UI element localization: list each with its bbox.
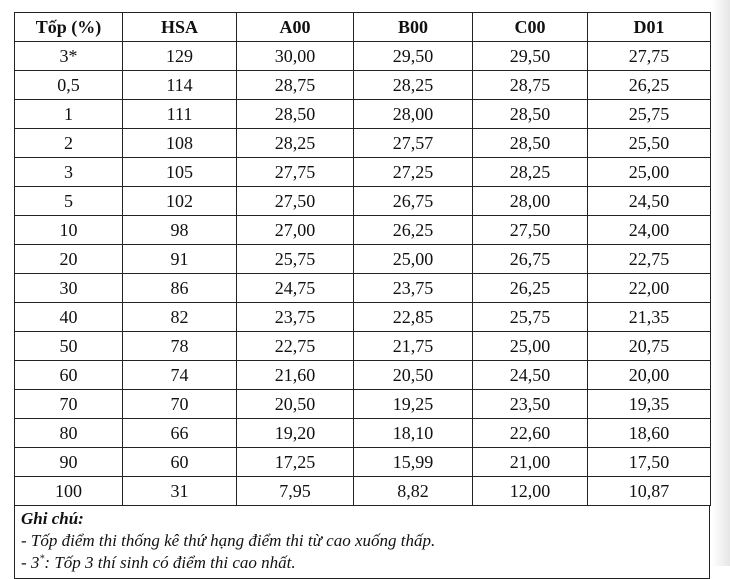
cell-b00: 26,75 xyxy=(354,187,473,216)
cell-a00: 21,60 xyxy=(237,361,354,390)
cell-a00: 27,00 xyxy=(237,216,354,245)
cell-b00: 25,00 xyxy=(354,245,473,274)
header-c00: C00 xyxy=(473,13,588,42)
cell-hsa: 102 xyxy=(123,187,237,216)
table-row xyxy=(15,216,711,245)
header-row xyxy=(15,13,711,42)
cell-d01: 25,50 xyxy=(588,129,711,158)
cell-d01: 10,87 xyxy=(588,477,711,506)
cell-c00: 23,50 xyxy=(473,390,588,419)
cell-d01: 22,00 xyxy=(588,274,711,303)
cell-a00: 24,75 xyxy=(237,274,354,303)
cell-d01: 20,00 xyxy=(588,361,711,390)
cell-hsa: 74 xyxy=(123,361,237,390)
cell-c00: 27,50 xyxy=(473,216,588,245)
cell-a00: 20,50 xyxy=(237,390,354,419)
cell-top: 20 xyxy=(15,245,123,274)
cell-b00: 22,85 xyxy=(354,303,473,332)
cell-b00: 18,10 xyxy=(354,419,473,448)
cell-c00: 28,50 xyxy=(473,129,588,158)
table-row xyxy=(15,100,711,129)
cell-c00: 25,00 xyxy=(473,332,588,361)
cell-hsa: 66 xyxy=(123,419,237,448)
table-row xyxy=(15,71,711,100)
notes-line-2-prefix: - 3 xyxy=(21,553,40,572)
cell-b00: 21,75 xyxy=(354,332,473,361)
cell-c00: 28,75 xyxy=(473,71,588,100)
cell-d01: 26,25 xyxy=(588,71,711,100)
cell-top: 2 xyxy=(15,129,123,158)
cell-b00: 27,25 xyxy=(354,158,473,187)
cell-hsa: 31 xyxy=(123,477,237,506)
cell-top: 5 xyxy=(15,187,123,216)
cell-d01: 17,50 xyxy=(588,448,711,477)
cell-b00: 27,57 xyxy=(354,129,473,158)
cell-top: 100 xyxy=(15,477,123,506)
cell-c00: 22,60 xyxy=(473,419,588,448)
cell-c00: 26,25 xyxy=(473,274,588,303)
cell-top: 1 xyxy=(15,100,123,129)
table-row xyxy=(15,245,711,274)
table-row xyxy=(15,158,711,187)
cell-hsa: 114 xyxy=(123,71,237,100)
cell-a00: 28,50 xyxy=(237,100,354,129)
cell-b00: 23,75 xyxy=(354,274,473,303)
score-table xyxy=(14,12,711,506)
cell-a00: 25,75 xyxy=(237,245,354,274)
cell-c00: 28,25 xyxy=(473,158,588,187)
table-row xyxy=(15,419,711,448)
table-row xyxy=(15,187,711,216)
cell-a00: 23,75 xyxy=(237,303,354,332)
cell-c00: 21,00 xyxy=(473,448,588,477)
cell-c00: 25,75 xyxy=(473,303,588,332)
cell-b00: 15,99 xyxy=(354,448,473,477)
cell-d01: 27,75 xyxy=(588,42,711,71)
cell-hsa: 82 xyxy=(123,303,237,332)
cell-a00: 22,75 xyxy=(237,332,354,361)
cell-c00: 12,00 xyxy=(473,477,588,506)
cell-c00: 29,50 xyxy=(473,42,588,71)
cell-hsa: 129 xyxy=(123,42,237,71)
cell-a00: 7,95 xyxy=(237,477,354,506)
cell-b00: 29,50 xyxy=(354,42,473,71)
cell-b00: 28,25 xyxy=(354,71,473,100)
cell-top: 3 xyxy=(15,158,123,187)
cell-d01: 18,60 xyxy=(588,419,711,448)
cell-a00: 17,25 xyxy=(237,448,354,477)
cell-hsa: 111 xyxy=(123,100,237,129)
cell-d01: 19,35 xyxy=(588,390,711,419)
cell-top: 10 xyxy=(15,216,123,245)
cell-a00: 28,75 xyxy=(237,71,354,100)
cell-top: 30 xyxy=(15,274,123,303)
header-b00: B00 xyxy=(354,13,473,42)
cell-hsa: 108 xyxy=(123,129,237,158)
cell-hsa: 98 xyxy=(123,216,237,245)
notes-line-2 xyxy=(21,552,703,574)
cell-c00: 24,50 xyxy=(473,361,588,390)
cell-hsa: 91 xyxy=(123,245,237,274)
page-edge-shadow xyxy=(712,0,730,566)
cell-top: 3* xyxy=(15,42,123,71)
cell-d01: 24,50 xyxy=(588,187,711,216)
cell-hsa: 86 xyxy=(123,274,237,303)
cell-b00: 20,50 xyxy=(354,361,473,390)
cell-d01: 25,75 xyxy=(588,100,711,129)
cell-top: 80 xyxy=(15,419,123,448)
cell-c00: 28,00 xyxy=(473,187,588,216)
cell-hsa: 60 xyxy=(123,448,237,477)
cell-b00: 28,00 xyxy=(354,100,473,129)
cell-d01: 25,00 xyxy=(588,158,711,187)
header-hsa: HSA xyxy=(123,13,237,42)
table-body xyxy=(15,42,711,506)
table-row xyxy=(15,332,711,361)
table-row xyxy=(15,274,711,303)
cell-top: 70 xyxy=(15,390,123,419)
cell-c00: 28,50 xyxy=(473,100,588,129)
table-row xyxy=(15,42,711,71)
header-a00: A00 xyxy=(237,13,354,42)
table-row xyxy=(15,477,711,506)
score-table-container xyxy=(14,12,710,579)
cell-d01: 21,35 xyxy=(588,303,711,332)
table-row xyxy=(15,303,711,332)
cell-b00: 8,82 xyxy=(354,477,473,506)
notes-line-1: - Tốp điểm thi thống kê thứ hạng điểm thi từ cao xuống thấp. xyxy=(21,531,436,550)
cell-top: 50 xyxy=(15,332,123,361)
notes-line-2-sup: * xyxy=(39,553,45,565)
cell-a00: 27,50 xyxy=(237,187,354,216)
cell-a00: 27,75 xyxy=(237,158,354,187)
header-d01: D01 xyxy=(588,13,711,42)
cell-c00: 26,75 xyxy=(473,245,588,274)
cell-hsa: 78 xyxy=(123,332,237,361)
cell-d01: 22,75 xyxy=(588,245,711,274)
notes-box xyxy=(14,506,710,579)
cell-a00: 28,25 xyxy=(237,129,354,158)
header-top: Tốp (%) xyxy=(15,13,123,42)
notes-title: Ghi chú: xyxy=(21,509,84,528)
cell-b00: 26,25 xyxy=(354,216,473,245)
cell-top: 90 xyxy=(15,448,123,477)
cell-a00: 19,20 xyxy=(237,419,354,448)
table-row xyxy=(15,390,711,419)
table-row xyxy=(15,448,711,477)
cell-top: 0,5 xyxy=(15,71,123,100)
table-row xyxy=(15,361,711,390)
cell-hsa: 70 xyxy=(123,390,237,419)
cell-top: 40 xyxy=(15,303,123,332)
cell-hsa: 105 xyxy=(123,158,237,187)
cell-d01: 20,75 xyxy=(588,332,711,361)
cell-a00: 30,00 xyxy=(237,42,354,71)
notes-line-2-rest: : Tốp 3 thí sinh có điểm thi cao nhất. xyxy=(44,553,296,572)
cell-top: 60 xyxy=(15,361,123,390)
cell-b00: 19,25 xyxy=(354,390,473,419)
table-row xyxy=(15,129,711,158)
cell-d01: 24,00 xyxy=(588,216,711,245)
